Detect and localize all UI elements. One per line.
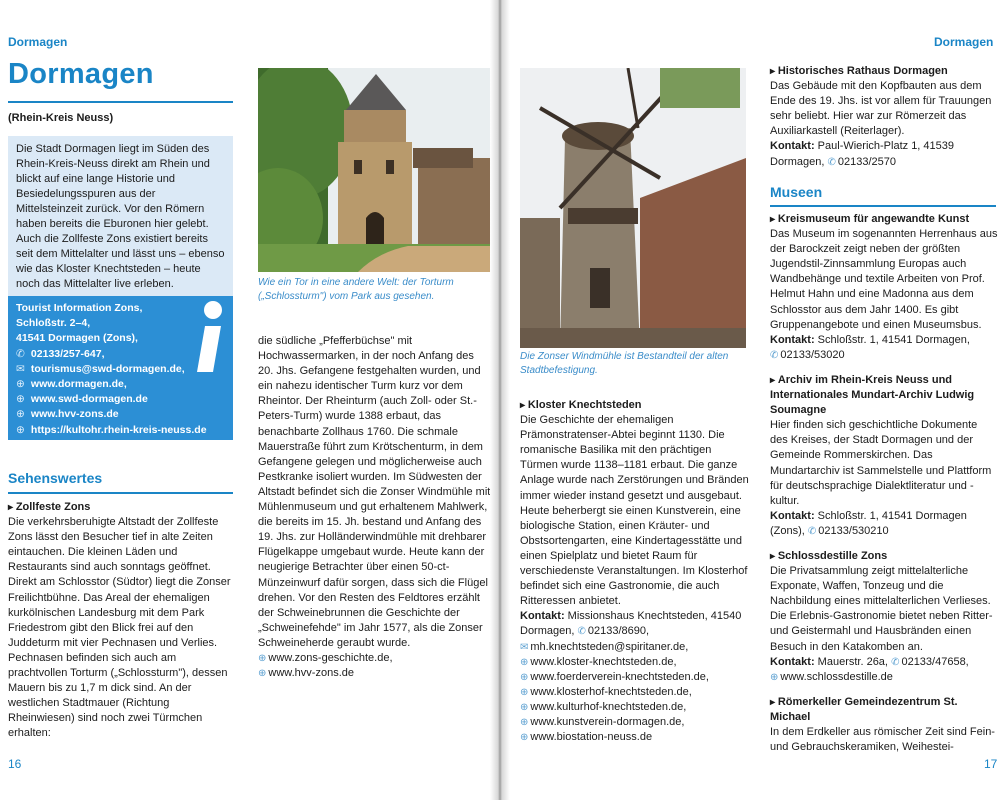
running-head-left: Dormagen bbox=[8, 35, 68, 49]
subheading-rathaus: ▸ Historisches Rathaus Dormagen bbox=[770, 64, 996, 79]
tourist-info-street: Schloßstr. 2–4, bbox=[16, 317, 91, 330]
archiv-contact-label: Kontakt: bbox=[770, 509, 815, 522]
rathaus-phone[interactable]: 02133/2570 bbox=[837, 155, 896, 168]
tourist-info-web4[interactable]: https://kultohr.rhein-kreis-neuss.de bbox=[30, 423, 207, 436]
globe-icon: ⊕ bbox=[520, 716, 529, 728]
archiv-text: Hier finden sich geschichtliche Dokumente des Kreises, der Stadt Dormagen und der Gemeinde Rommerskirchen. Das Mundartarchiv ist Sammelstelle und Plattform für deutschsprachige Dialektliteratur und -kultur. bbox=[770, 419, 992, 507]
phone-icon: ✆ bbox=[807, 525, 817, 537]
subheading-zollfeste: ▸ Zollfeste Zons bbox=[8, 500, 236, 515]
right-page bbox=[502, 0, 1000, 800]
globe-icon: ⊕ bbox=[520, 732, 529, 744]
subheading-roemerkeller: ▸ Römerkeller Gemeindezentrum St. Michael bbox=[770, 695, 998, 725]
tourist-info-web3-line bbox=[16, 407, 225, 422]
tourist-info-city: 41541 Dormagen (Zons), bbox=[16, 332, 138, 345]
rathaus-contact-label: Kontakt: bbox=[770, 140, 815, 153]
column-kloster bbox=[520, 398, 752, 745]
archiv-phone[interactable]: 02133/530210 bbox=[818, 524, 889, 537]
column-2 bbox=[258, 334, 492, 681]
page-number-left: 16 bbox=[8, 757, 22, 771]
rathaus-contact: Paul-Wierich-Platz 1, 41539 Dormagen, bbox=[770, 140, 955, 168]
page-number-right: 17 bbox=[984, 757, 998, 771]
column-museen bbox=[770, 212, 998, 755]
tower-photo-caption: Wie ein Tor in eine andere Welt: der Torturm („Schlossturm") vom Park aus gesehen. bbox=[258, 277, 454, 302]
schlossdestille-text: Die Privatsammlung zeigt mittelalterliche Exponate, Waffen, Tonzeug und die Nachbildung eines mittelalterlichen Verlieses. Die Erlebnis-Gastronomie bietet neben Ritter- und Geistermahl und Hausbränden einen Besuch in den Katakomben an. bbox=[770, 565, 993, 653]
page-title: Dormagen bbox=[8, 58, 154, 90]
running-head-right: Dormagen bbox=[934, 35, 994, 49]
schlossdestille-contact-label: Kontakt: bbox=[770, 655, 815, 668]
email-icon: ✉ bbox=[520, 641, 529, 653]
column2-text: die südliche „Pfefferbüchse" mit Hochwassermarken, in der noch Anfang des 20. Jhs. Gefangene festgehalten wurden, und ein nahezu identischer Turm kurz vor dem Rheintor. Der Rheinturm (auch Zoll- oder St.-Peters-Turm) wurde 1388 erbaut, das benachbarte Zollhaus 1760. Die schmale Mauerstraße führt zum Krötschenturm, in dem Gefangene gelegen und möglicherweise auch Pestkranke isoliert wurden. Im Südwesten der Altstadt befindet sich die Zonser Windmühle mit Mühlenmuseum und gut erhaltenem Mahlwerk, die bereits im 15. Jh. bestand und Anfang des 19. Jhs. zur Holländerwindmühle mit drehbarer Flügelkappe umgebaut wurde. Heute kann der neugierige Betrachter über einen 50-ct-Münzeinwurf dafür sorgen, dass sich die Flügel drehen. Vor den Resten des Feldtores erzählt der Schweinebrunnen die Geschichte der „Schweinefehde" im Jahr 1577, als die Zonser Schweineherde geraubt wurde. bbox=[258, 335, 491, 649]
kloster-phone[interactable]: 02133/8690, bbox=[587, 625, 650, 638]
kloster-contact: Missionshaus Knechtsteden, 41540 Dormagen, bbox=[520, 610, 742, 638]
tourist-info-phone[interactable]: 02133/257-647, bbox=[30, 347, 105, 360]
kreismuseum-phone[interactable]: 02133/53020 bbox=[780, 348, 845, 361]
tourist-info-box bbox=[8, 296, 233, 440]
windmill-photo-caption: Die Zonser Windmühle ist Bestandteil der alten Stadtbefestigung. bbox=[520, 351, 729, 376]
kreismuseum-text: Das Museum im sogenannten Herrenhaus aus der Barockzeit zeigt neben der größten Jugendstil-Zinnsammlung Europas auch Wandbehänge und textile Arbeiten von Prof. Helmut Hahn und eine Madonna aus dem Schlosstor aus dem Jahr 1400. Es gibt Gruppenangebote und einen Museumsbus. bbox=[770, 228, 998, 331]
book-gutter bbox=[490, 0, 510, 800]
phone-icon: ✆ bbox=[827, 156, 836, 168]
globe-icon: ⊕ bbox=[258, 652, 267, 664]
subheading-kreismuseum: ▸ Kreismuseum für angewandte Kunst bbox=[770, 212, 998, 227]
phone-icon: ✆ bbox=[891, 656, 900, 668]
subheading-schlossdestille: ▸ Schlossdestille Zons bbox=[770, 549, 998, 564]
tourist-info-web4-line bbox=[16, 423, 225, 438]
kloster-contact-label: Kontakt: bbox=[520, 610, 565, 623]
globe-icon: ⊕ bbox=[16, 408, 25, 421]
tower-photo bbox=[258, 68, 498, 272]
tourist-info-web1[interactable]: www.dormagen.de, bbox=[30, 378, 127, 391]
windmill-photo bbox=[520, 68, 746, 348]
tourist-info-web2[interactable]: www.swd-dormagen.de bbox=[30, 393, 148, 406]
windmill-photo-image bbox=[520, 68, 746, 348]
phone-icon: ✆ bbox=[16, 347, 25, 360]
kreismuseum-contact-label: Kontakt: bbox=[770, 333, 815, 346]
globe-icon: ⊕ bbox=[520, 686, 529, 698]
kloster-web6[interactable]: www.biostation-neuss.de bbox=[530, 731, 653, 744]
kloster-web3[interactable]: www.klosterhof-knechtsteden.de, bbox=[530, 685, 692, 698]
subheading-kloster: ▸ Kloster Knechtsteden bbox=[520, 398, 752, 413]
tourist-info-web3[interactable]: www.hvv-zons.de bbox=[30, 408, 119, 421]
kloster-web5[interactable]: www.kunstverein-dormagen.de, bbox=[530, 715, 685, 728]
subheading-archiv: ▸ Archiv im Rhein-Kreis Neuss und Internationales Mundart-Archiv Ludwig Soumagne bbox=[770, 373, 998, 418]
globe-icon: ⊕ bbox=[520, 671, 529, 683]
schlossdestille-contact: Mauerstr. 26a, bbox=[817, 655, 888, 668]
tourist-info-name: Tourist Information Zons, bbox=[16, 302, 143, 314]
title-divider bbox=[8, 101, 233, 103]
kreismuseum-contact: Schloßstr. 1, 41541 Dormagen, bbox=[817, 333, 970, 346]
globe-icon: ⊕ bbox=[770, 671, 779, 683]
zons-geschichte-link[interactable]: www.zons-geschichte.de, bbox=[268, 651, 393, 664]
schlossdestille-phone[interactable]: 02133/47658, bbox=[901, 655, 969, 668]
intro-text: Die Stadt Dormagen liegt im Süden des Rhein-Kreis-Neuss direkt am Rhein und blickt auf eine lange Historie und Besiedelungsspuren aus der Mittelsteinzeit zurück. Vor den Römern haben bereits die Eburonen hier gelebt. Auch die Zollfeste Zons existiert bereits seit dem Mittelalter und lässt uns – ebenso wie das Kloster Knechtsteden – heute noch das Mittelalter live erleben. bbox=[16, 143, 225, 290]
kloster-email[interactable]: mh.knechtsteden@spiritaner.de, bbox=[530, 640, 689, 653]
section-divider bbox=[8, 492, 233, 494]
zollfeste-text: Die verkehrsberuhigte Altstadt der Zollfeste Zons lässt den Besucher tief in alte Zeiten eintauchen. Die kleinen Läden und Restaurants sind auch sonntags geöffnet. Direkt am Schlosstor (Südtor) liegt die Zonser Freilichtbühne. Das Areal der ehemaligen kurkölnischen Landesburg mit dem Park Friedestrom gibt den Blick frei auf den Juddeturm mit vier Pechnasen und Verlies. Pechnasen befinden sich auch am prachtvollen Torturm („Schlossturm"), dessen Mauern bis zu 1,7 m dick sind. An der westlichen Stadtmauer (Richtung Rheinwiesen) sind noch zwei Türmchen erhalten: bbox=[8, 516, 231, 740]
column-zollfeste bbox=[8, 500, 236, 742]
tourist-info-email[interactable]: tourismus@swd-dormagen.de, bbox=[30, 362, 185, 375]
section-title-sehenswertes: Sehenswertes bbox=[8, 470, 103, 486]
column-rathaus bbox=[770, 64, 996, 170]
tourist-info-web2-line bbox=[16, 392, 225, 407]
page-subtitle: (Rhein-Kreis Neuss) bbox=[8, 112, 114, 124]
left-page bbox=[0, 0, 498, 800]
phone-icon: ✆ bbox=[770, 349, 779, 361]
globe-icon: ⊕ bbox=[520, 701, 529, 713]
kloster-web2[interactable]: www.foerderverein-knechtsteden.de, bbox=[530, 670, 709, 683]
info-icon bbox=[191, 300, 227, 374]
tourist-info-web1-line bbox=[16, 377, 225, 392]
globe-icon: ⊕ bbox=[16, 393, 25, 406]
globe-icon: ⊕ bbox=[16, 423, 25, 436]
archiv-contact: Schloßstr. 1, 41541 Dormagen (Zons), bbox=[770, 509, 967, 537]
globe-icon: ⊕ bbox=[258, 668, 267, 680]
kloster-text: Die Geschichte der ehemaligen Prämonstratenser-Abtei beginnt 1130. Die romanische Basilika mit den prächtigen Türmen wurde 1138–1181 erbaut. Die ganze Anlage wurde nach Zerstörungen und Bränden immer wieder instand gesetzt und ausgebaut. Heute beherbergt sie einen Kunstverein, eine biologische Station, einen Kräuter- und Obstsortengarten, eine Kindertagesstätte und einen Spielplatz und bietet Raum für verschiedenste Veranstaltungen. Im Klosterhof befindet sich eine Gastronomie, die auch Ritteressen anbietet. bbox=[520, 414, 749, 608]
kloster-web4[interactable]: www.kulturhof-knechtsteden.de, bbox=[530, 700, 687, 713]
schlossdestille-web[interactable]: www.schlossdestille.de bbox=[780, 670, 893, 683]
phone-icon: ✆ bbox=[577, 626, 586, 638]
globe-icon: ⊕ bbox=[520, 656, 529, 668]
section-divider bbox=[770, 205, 996, 207]
intro-box bbox=[8, 136, 233, 296]
kloster-web1[interactable]: www.kloster-knechtsteden.de, bbox=[530, 655, 677, 668]
section-title-museen: Museen bbox=[770, 184, 823, 200]
rathaus-text: Das Gebäude mit den Kopfbauten aus dem Ende des 19. Jhs. ist vor allem für Trauungen sehr beliebt. Hier war zur Römerzeit das Auxiliarkastell (Reiterlager). bbox=[770, 80, 992, 138]
hvv-zons-link[interactable]: www.hvv-zons.de bbox=[268, 667, 354, 680]
globe-icon: ⊕ bbox=[16, 378, 25, 391]
tower-photo-image bbox=[258, 68, 498, 272]
email-icon: ✉ bbox=[16, 362, 25, 375]
roemerkeller-text: In dem Erdkeller aus römischer Zeit sind Fein- und Gebrauchskeramiken, Weihestei- bbox=[770, 726, 995, 754]
